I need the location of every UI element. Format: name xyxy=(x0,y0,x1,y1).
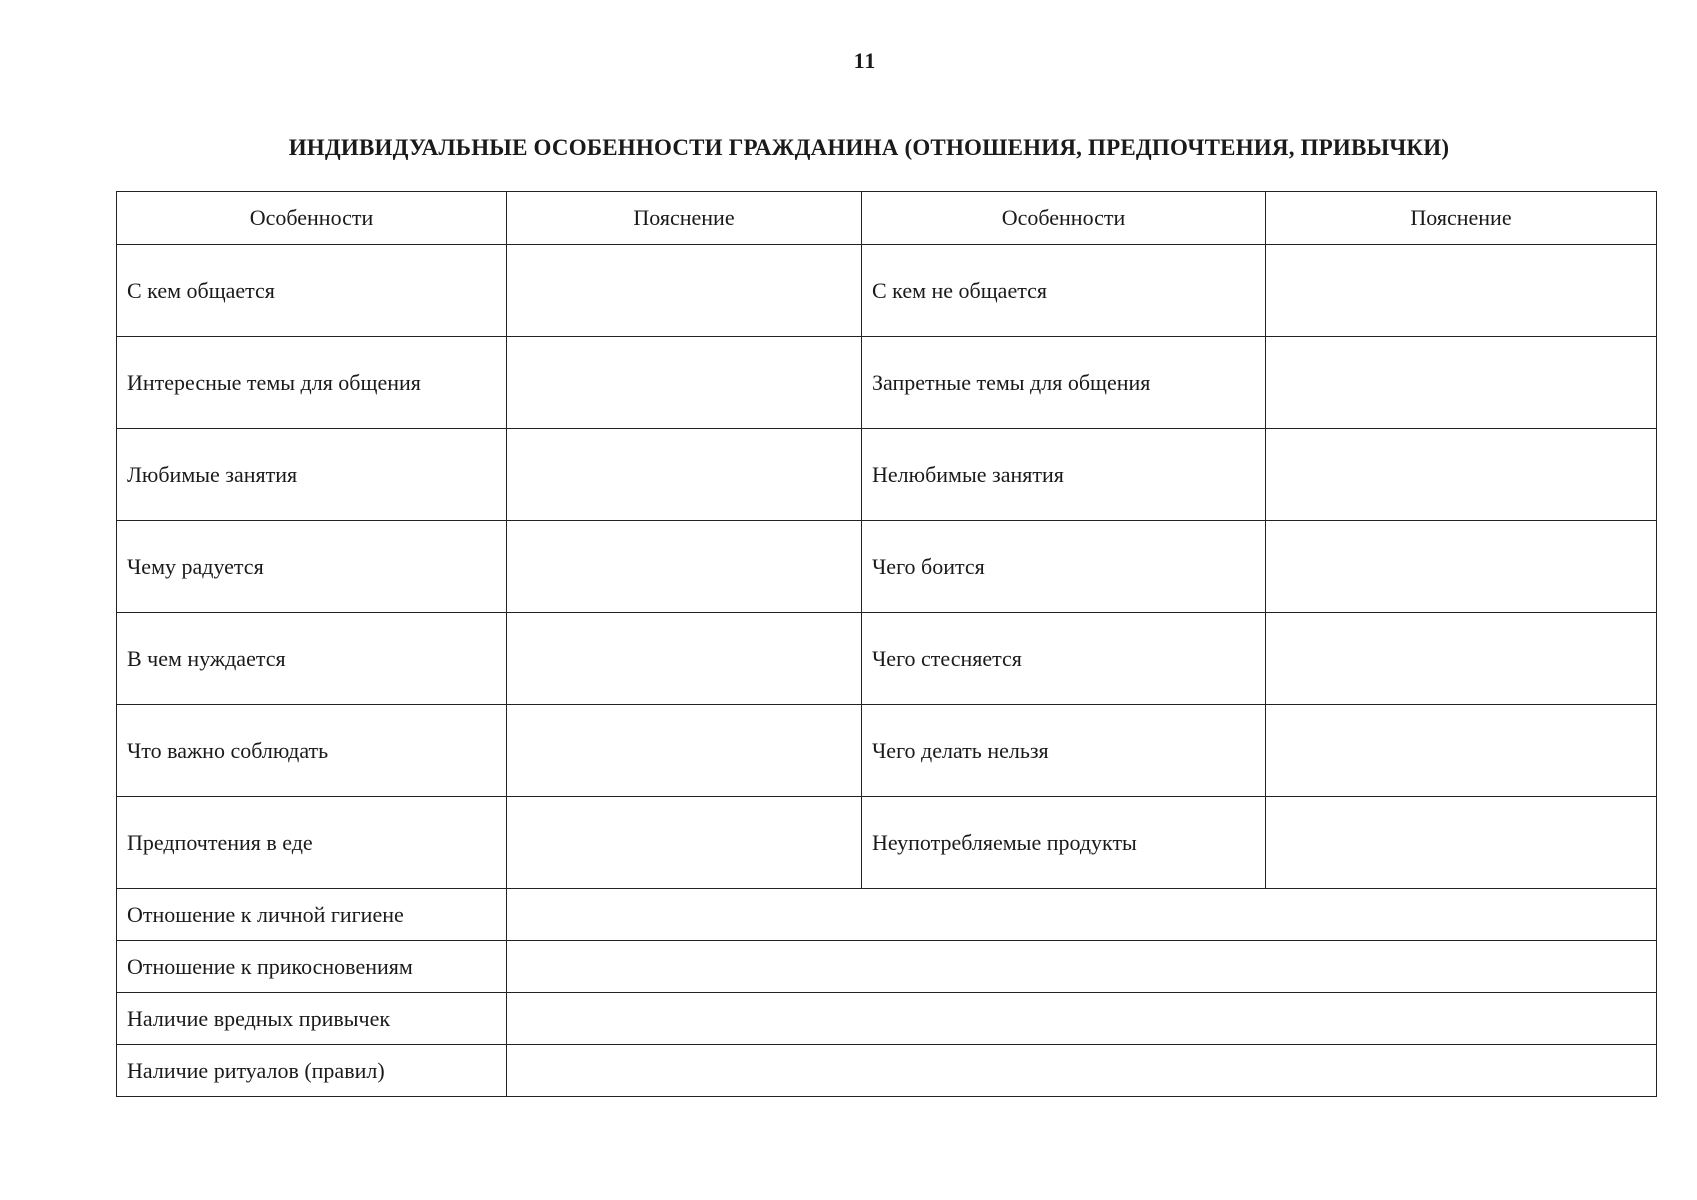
table-row xyxy=(117,889,1657,941)
feature-label-right: Нелюбимые занятия xyxy=(862,429,1266,521)
table-row xyxy=(117,705,1657,797)
feature-label-right: Неупотребляемые продукты xyxy=(862,797,1266,889)
table-row xyxy=(117,941,1657,993)
feature-label-left: Любимые занятия xyxy=(117,429,507,521)
attitude-hygiene-label: Отношение к личной гигиене xyxy=(117,889,507,941)
explanation-field-left[interactable] xyxy=(507,337,862,429)
explanation-field-left[interactable] xyxy=(507,429,862,521)
table-row xyxy=(117,245,1657,337)
feature-label-right: Чего делать нельзя xyxy=(862,705,1266,797)
table-row xyxy=(117,613,1657,705)
header-features-left: Особенности xyxy=(117,192,507,245)
feature-label-right: Запретные темы для общения xyxy=(862,337,1266,429)
feature-label-right: Чего стесняется xyxy=(862,613,1266,705)
feature-label-left: Интересные темы для общения xyxy=(117,337,507,429)
header-explanation-right: Пояснение xyxy=(1266,192,1657,245)
table-row xyxy=(117,993,1657,1045)
explanation-field-left[interactable] xyxy=(507,705,862,797)
individual-features-table xyxy=(116,191,1657,1097)
explanation-field-right[interactable] xyxy=(1266,245,1657,337)
bad-habits-field[interactable] xyxy=(507,993,1657,1045)
feature-label-right: С кем не общается xyxy=(862,245,1266,337)
explanation-field-right[interactable] xyxy=(1266,429,1657,521)
explanation-field-right[interactable] xyxy=(1266,337,1657,429)
explanation-field-left[interactable] xyxy=(507,797,862,889)
table-row xyxy=(117,337,1657,429)
feature-label-left: Чему радуется xyxy=(117,521,507,613)
header-explanation-left: Пояснение xyxy=(507,192,862,245)
table-row xyxy=(117,797,1657,889)
explanation-field-left[interactable] xyxy=(507,521,862,613)
explanation-field-right[interactable] xyxy=(1266,521,1657,613)
document-title: ИНДИВИДУАЛЬНЫЕ ОСОБЕННОСТИ ГРАЖДАНИНА (ОТНОШЕНИЯ, ПРЕДПОЧТЕНИЯ, ПРИВЫЧКИ) xyxy=(288,135,1450,160)
feature-label-right: Чего боится xyxy=(862,521,1266,613)
attitude-touch-field[interactable] xyxy=(507,941,1657,993)
bad-habits-label: Наличие вредных привычек xyxy=(117,993,507,1045)
rituals-field[interactable] xyxy=(507,1045,1657,1097)
feature-label-left: С кем общается xyxy=(117,245,507,337)
explanation-field-left[interactable] xyxy=(507,245,862,337)
attitude-hygiene-field[interactable] xyxy=(507,889,1657,941)
feature-label-left: Что важно соблюдать xyxy=(117,705,507,797)
feature-label-left: Предпочтения в еде xyxy=(117,797,507,889)
rituals-label: Наличие ритуалов (правил) xyxy=(117,1045,507,1097)
table-row xyxy=(117,521,1657,613)
table-row xyxy=(117,429,1657,521)
explanation-field-right[interactable] xyxy=(1266,797,1657,889)
table-row xyxy=(117,1045,1657,1097)
feature-label-left: В чем нуждается xyxy=(117,613,507,705)
header-features-right: Особенности xyxy=(862,192,1266,245)
explanation-field-right[interactable] xyxy=(1266,705,1657,797)
table-header-row xyxy=(117,192,1657,245)
explanation-field-left[interactable] xyxy=(507,613,862,705)
page-number: 11 xyxy=(853,48,877,73)
attitude-touch-label: Отношение к прикосновениям xyxy=(117,941,507,993)
explanation-field-right[interactable] xyxy=(1266,613,1657,705)
